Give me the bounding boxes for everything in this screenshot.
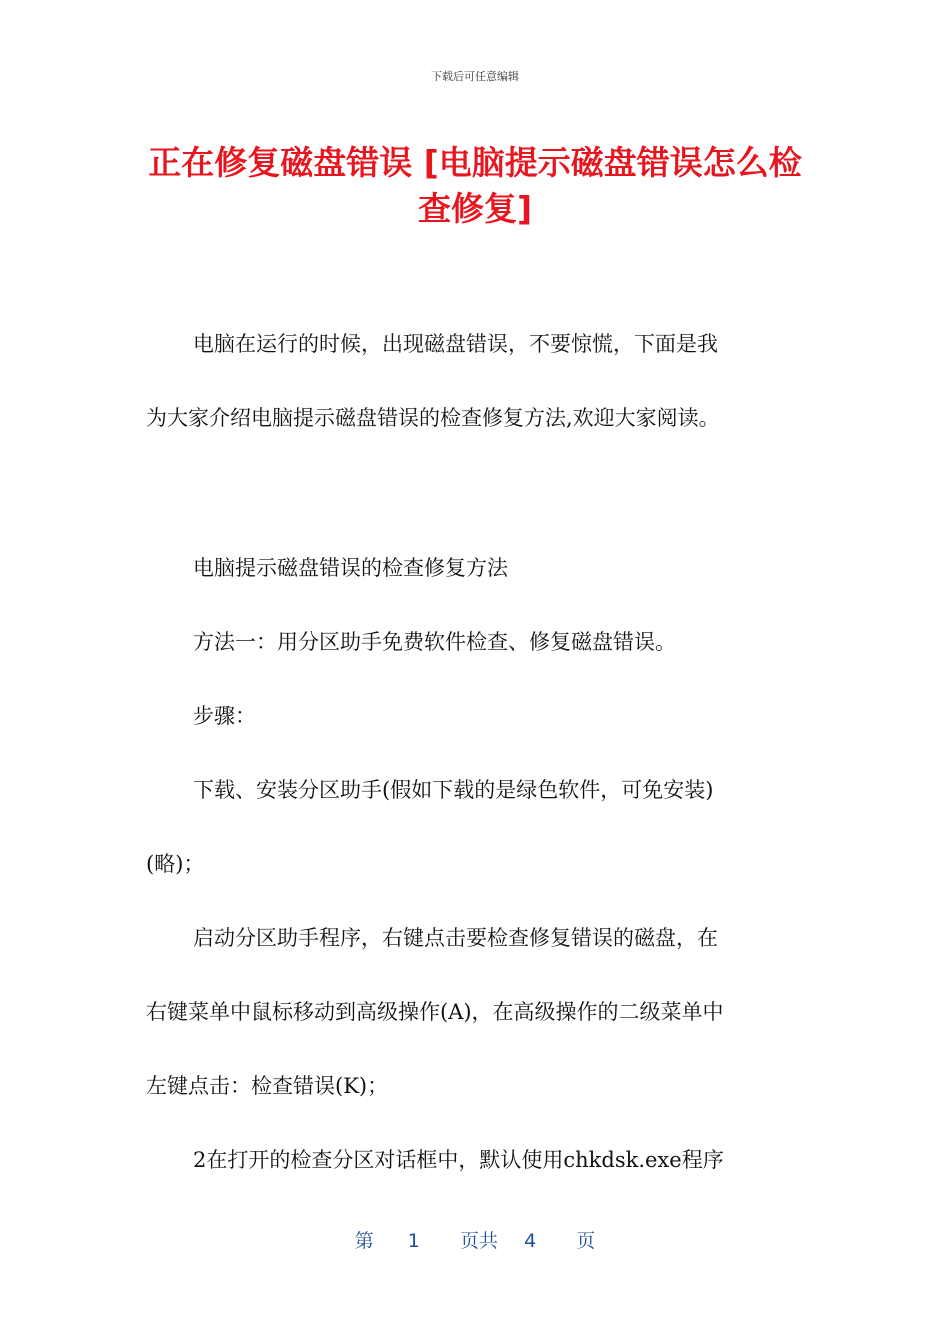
text-line: 步骤： (193, 704, 256, 728)
method-section (146, 531, 806, 1197)
document-title (120, 140, 830, 232)
text-line: 电脑在运行的时候，出现磁盘错误，不要惊慌，下面是我 (193, 332, 718, 356)
page-label: 第 (354, 1230, 374, 1252)
section-heading: 电脑提示磁盘错误的检查修复方法 (193, 556, 508, 580)
page-number: 1 (407, 1230, 420, 1252)
intro-paragraph (146, 307, 806, 455)
text-line: 启动分区助手程序，右键点击要检查修复错误的磁盘，在 (193, 926, 718, 950)
page-footer (0, 1226, 950, 1253)
text-line: 右键菜单中鼠标移动到高级操作(A)，在高级操作的二级菜单中 (146, 1000, 724, 1024)
text-line: (略)； (146, 852, 205, 876)
title-line-1: 正在修复磁盘错误 [电脑提示磁盘错误怎么检 (148, 143, 802, 182)
title-line-2: 查修复] (417, 189, 533, 228)
text-line: 2在打开的检查分区对话框中，默认使用chkdsk.exe程序 (193, 1148, 724, 1172)
header-note: 下载后可任意编辑 (431, 70, 519, 83)
text-line: 为大家介绍电脑提示磁盘错误的检查修复方法,欢迎大家阅读。 (146, 406, 720, 430)
page-suffix: 页 (576, 1230, 596, 1252)
text-line: 左键点击：检查错误(K)； (146, 1074, 389, 1098)
text-line: 方法一：用分区助手免费软件检查、修复磁盘错误。 (193, 630, 676, 654)
text-line: 下载、安装分区助手(假如下载的是绿色软件，可免安装) (193, 778, 714, 802)
total-pages: 4 (524, 1230, 537, 1252)
of-label: 页共 (459, 1230, 498, 1252)
